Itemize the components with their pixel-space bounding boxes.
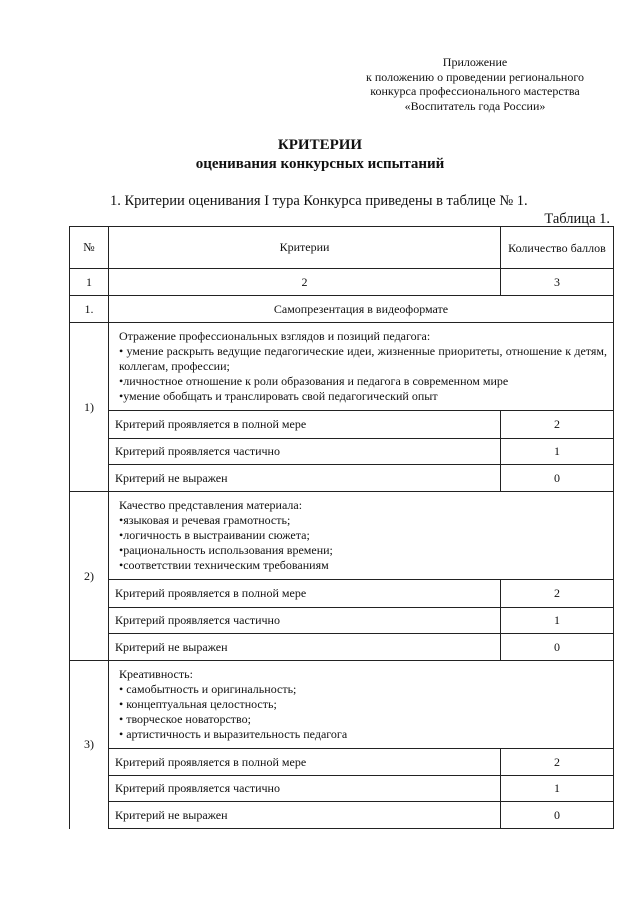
table-header-row (70, 227, 614, 269)
criterion-item: •соответствии техническим требованиям (119, 558, 329, 572)
score-value: 2 (501, 580, 614, 608)
intro-paragraph: 1. Критерии оценивания I тура Конкурса приведены в таблице № 1. (110, 193, 528, 209)
score-value: 0 (501, 465, 614, 492)
header-points: Количество баллов (501, 227, 614, 269)
score-label: Критерий проявляется частично (109, 439, 501, 465)
score-row (70, 802, 614, 829)
score-row (70, 411, 614, 439)
score-value: 0 (501, 634, 614, 661)
subtitle-line: оценивания конкурсных испытаний (195, 156, 445, 172)
header-criteria: Критерии (109, 227, 501, 269)
score-row (70, 465, 614, 492)
score-label: Критерий проявляется частично (109, 776, 501, 802)
criterion-heading: Креативность: (119, 667, 193, 681)
criterion-description (109, 661, 614, 749)
criterion-num: 3) (70, 661, 109, 829)
criterion-block (70, 661, 614, 749)
criterion-item: • концептуальная целостность; (119, 697, 277, 711)
section-row (70, 296, 614, 323)
appendix-note (330, 55, 620, 113)
criterion-item: •логичность в выстраивании сюжета; (119, 528, 310, 542)
criteria-table (69, 226, 614, 829)
criterion-item: •рациональность использования времени; (119, 543, 333, 557)
score-label: Критерий проявляется в полной мере (109, 580, 501, 608)
document-title (0, 136, 640, 174)
score-label: Критерий не выражен (109, 465, 501, 492)
section-num: 1. (70, 296, 109, 323)
criterion-heading: Отражение профессиональных взглядов и позиций педагога: (119, 329, 431, 343)
criterion-block (70, 323, 614, 411)
index-row (70, 269, 614, 296)
score-value: 1 (501, 608, 614, 634)
score-value: 2 (501, 749, 614, 776)
section-title: Самопрезентация в видеоформате (109, 296, 614, 323)
score-row (70, 439, 614, 465)
criterion-item: • артистичность и выразительность педагога (119, 727, 348, 741)
score-value: 1 (501, 439, 614, 465)
criterion-item: •языковая и речевая грамотность; (119, 513, 291, 527)
score-value: 1 (501, 776, 614, 802)
header-num: № (70, 227, 109, 269)
score-row (70, 634, 614, 661)
criterion-block (70, 492, 614, 580)
score-value: 0 (501, 802, 614, 829)
score-row (70, 580, 614, 608)
score-row (70, 749, 614, 776)
score-label: Критерий не выражен (109, 802, 501, 829)
criterion-item: • умение раскрыть ведущие педагогические идеи, жизненные приоритеты, отношение к детям, коллегам, профессии; (119, 344, 607, 373)
score-label: Критерий проявляется частично (109, 608, 501, 634)
score-label: Критерий не выражен (109, 634, 501, 661)
criterion-item: • самобытность и оригинальность; (119, 682, 297, 696)
appendix-line: конкурса профессионального мастерства (370, 84, 580, 98)
criterion-description (109, 323, 614, 411)
appendix-line: «Воспитатель года России» (404, 98, 546, 113)
index-cell: 1 (70, 269, 109, 296)
title-line: КРИТЕРИИ (277, 137, 363, 153)
criterion-item: •умение обобщать и транслировать свой педагогический опыт (119, 389, 438, 403)
criterion-item: •личностное отношение к роли образования и педагога в современном мире (119, 374, 509, 388)
criterion-num: 2) (70, 492, 109, 661)
table-number: Таблица 1. (544, 211, 610, 227)
score-row (70, 776, 614, 802)
score-row (70, 608, 614, 634)
criterion-num: 1) (70, 323, 109, 492)
criterion-description (109, 492, 614, 580)
appendix-line: Приложение (442, 55, 508, 69)
score-label: Критерий проявляется в полной мере (109, 749, 501, 776)
appendix-line: к положению о проведении регионального (366, 69, 584, 84)
score-label: Критерий проявляется в полной мере (109, 411, 501, 439)
index-cell: 3 (501, 269, 614, 296)
score-value: 2 (501, 411, 614, 439)
criterion-item: • творческое новаторство; (119, 712, 251, 726)
index-cell: 2 (109, 269, 501, 296)
criterion-heading: Качество представления материала: (119, 498, 303, 512)
